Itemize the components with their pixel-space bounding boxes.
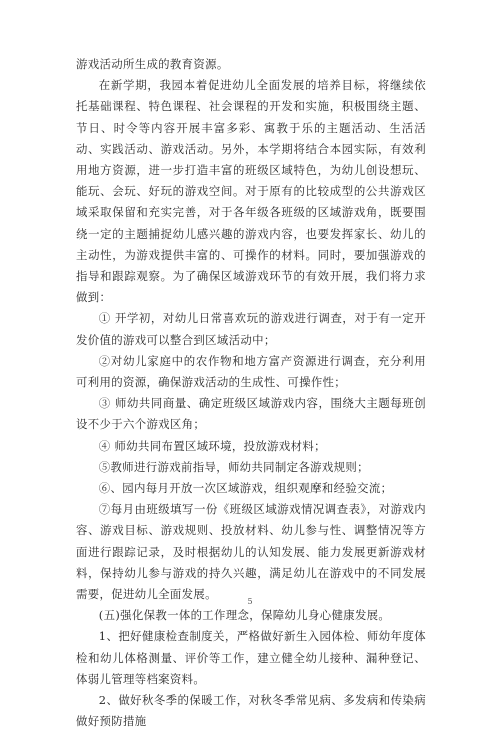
paragraph-new-semester: 在新学期，我园本着促进幼儿全面发展的培养目标，将继续依托基础课程、特色课程、社会课程的开发和实施，积极围绕主题、节日、时令等内容开展丰富多彩、寓教于乐的主题活动、生活活动、实践活动、游戏活动。另外，本学期将结合本园实际，有效利用地方资源，进一步打造丰富的班级区域特色，为幼儿创设想玩、能玩、会玩、好玩的游戏空间。对于原有的比较成型的公共游戏区域采取保留和充实完善，对于各年级各班级的区域游戏角，既要围绕一定的主题捕捉幼儿感兴趣的游戏内容，也要发挥家长、幼儿的主动性，为游戏提供丰富的、可操作的材料。同时，要加强游戏的指导和跟踪观察。为了确保区域游戏环节的有效开展，我们将力求做到：: [76, 78, 426, 305]
document-body: [76, 54, 426, 733]
paragraph-continuation: 游戏活动所生成的教育资源。: [76, 57, 229, 71]
list-item-7: ⑦每月由班级填写一份《班级区域游戏情况调查表》，对游戏内容、游戏目标、游戏规则、投放材料、幼儿参与性、调整情况等方面进行跟踪记录，及时根据幼儿的认知发展、能力发展更新游戏材料，保持幼儿参与游戏的持久兴趣，满足幼儿在游戏中的不同发展需要，促进幼儿全面发展。: [76, 502, 426, 602]
health-item-1: 1、把好健康检查制度关，严格做好新生入园体检、师幼年度体检和幼儿体格测量、评价等工作，建立健全幼儿接种、漏种登记、体弱儿管理等档案资料。: [76, 629, 426, 686]
list-item-6: ⑥、园内每月开放一次区域游戏，组织观摩和经验交流；: [98, 481, 393, 496]
list-item-1: ① 开学初，对幼儿日常喜欢玩的游戏进行调查，对于有一定开发价值的游戏可以整合到区域活动中；: [76, 311, 426, 347]
page-number: 5: [247, 597, 253, 606]
list-item-5: ⑤教师进行游戏前指导，师幼共同制定各游戏规则；: [98, 459, 369, 474]
section-heading-5: (五)强化保教一体的工作理念，保障幼儿身心健康发展。: [98, 608, 391, 623]
health-item-2: 2、做好秋冬季的保暖工作，对秋冬季常见病、多发病和传染病做好预防措施: [76, 693, 426, 729]
list-item-3: ③ 师幼共同商量、确定班级区域游戏内容，围绕大主题每班创设不少于六个游戏区角；: [76, 396, 426, 432]
list-item-2: ②对幼儿家庭中的农作物和地方富产资源进行调查，充分利用可利用的资源，确保游戏活动的生成性、可操作性；: [76, 353, 426, 390]
list-item-4: ④ 师幼共同布置区域环境，投放游戏材料；: [98, 438, 326, 453]
